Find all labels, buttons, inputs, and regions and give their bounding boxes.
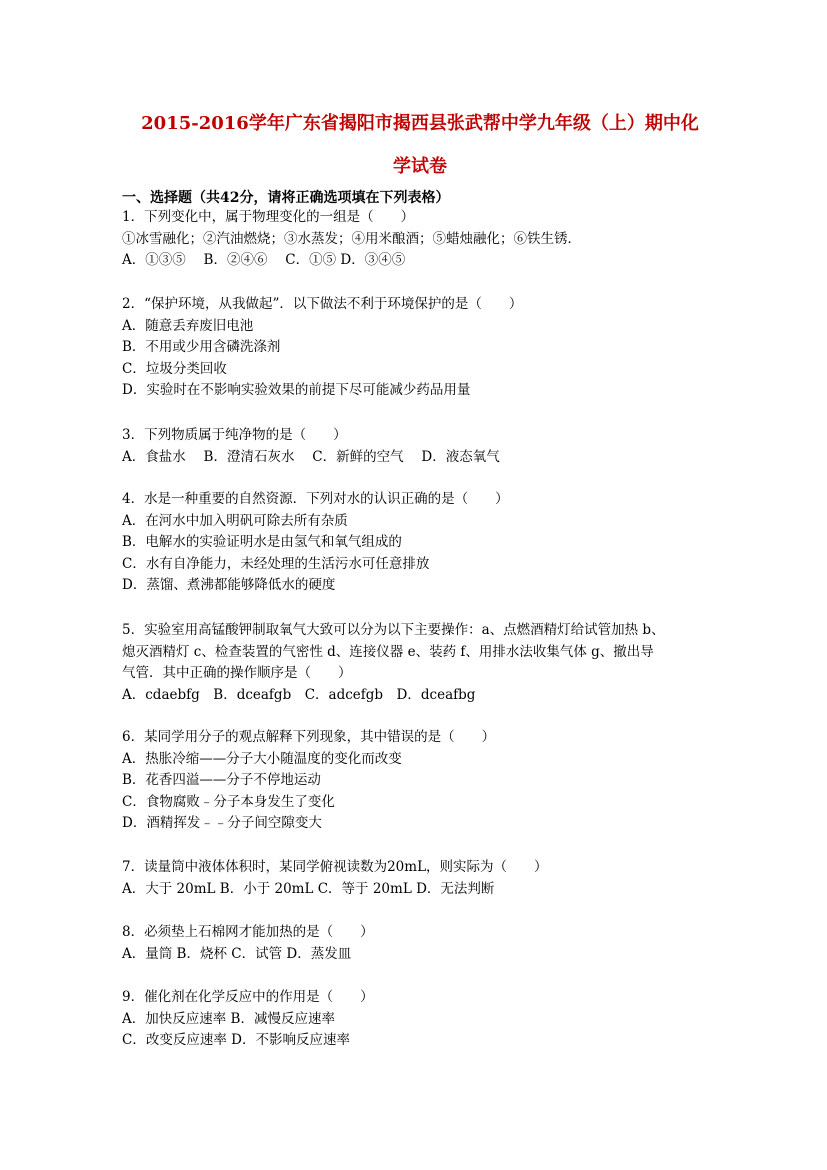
question-line: 1．下列变化中，属于物理变化的一组是（ ） [122,209,415,225]
question-line: D．酒精挥发﹣﹣分子间空隙变大 [122,815,322,832]
document-title-line-2: 学试卷 [393,156,447,177]
question-line: 4．水是一种重要的自然资源．下列对水的认识正确的是（ ） [122,491,509,507]
question-1 [122,207,722,272]
question-7 [122,857,722,900]
question-line: A．加快反应速率 B．减慢反应速率 [122,1010,335,1027]
question-line: 气管．其中正确的操作顺序是（ ） [122,665,352,682]
question-4 [122,489,722,597]
document-title-line-1: 2015-2016学年广东省揭阳市揭西县张武帮中学九年级（上）期中化 [141,113,699,134]
section-heading: 一、选择题（共42分，请将正确选项填在下列表格） [122,190,450,206]
question-line: 2．“保护环境，从我做起”．以下做法不利于环境保护的是（ ） [122,296,523,312]
question-6 [122,727,722,835]
question-line: C．垃圾分类回收 [122,360,227,377]
question-line: B．花香四溢——分子不停地运动 [122,772,321,789]
question-line: A．食盐水 B．澄清石灰水 C．新鲜的空气 D．液态氧气 [122,448,500,465]
question-8 [122,922,722,965]
question-line: A．cdaebfg B．dceafgb C．adcefgb D．dceafbg [122,686,476,703]
question-line: B．电解水的实验证明水是由氢气和氧气组成的 [122,534,402,551]
question-line: 7．读量筒中液体体积时，某同学俯视读数为20mL，则实际为（ ） [122,859,548,875]
question-line: A．随意丢弃废旧电池 [122,317,254,334]
question-line: A．量筒 B．烧杯 C．试管 D．蒸发皿 [122,945,352,962]
question-line: 9．催化剂在化学反应中的作用是（ ） [122,989,374,1005]
question-line: 6．某同学用分子的观点解释下列现象，其中错误的是（ ） [122,729,496,745]
question-9 [122,987,722,1052]
question-line: A．在河水中加入明矾可除去所有杂质 [122,512,348,529]
question-5 [122,620,722,706]
question-line: D．蒸馏、煮沸都能够降低水的硬度 [122,577,336,594]
question-line: A．大于 20mL B．小于 20mL C．等于 20mL D．无法判断 [122,880,495,897]
question-line: C．改变反应速率 D．不影响反应速率 [122,1032,350,1049]
question-line: A．①③⑤ B．②④⑥ C．①⑤ D．③④⑤ [122,252,406,269]
question-line: C．水有自净能力，未经处理的生活污水可任意排放 [122,555,430,572]
question-line: 8．必须垫上石棉网才能加热的是（ ） [122,924,374,940]
question-line: 3．下列物质属于纯净物的是（ ） [122,427,347,443]
question-line: 熄灭酒精灯 c、检查装置的气密性 d、连接仪器 e、装药 f、用排水法收集气体 g、撤出导 [122,643,654,660]
question-line: 5．实验室用高锰酸钾制取氧气大致可以分为以下主要操作：a、点燃酒精灯给试管加热 b、 [122,622,665,638]
question-line: ①冰雪融化；②汽油燃烧；③水蒸发；④用米酿酒；⑤蜡烛融化；⑥铁生锈． [122,230,581,247]
question-3 [122,425,722,468]
question-line: B．不用或少用含磷洗涤剂 [122,339,281,356]
question-line: A．热胀冷缩——分子大小随温度的变化而改变 [122,750,402,767]
question-line: D．实验时在不影响实验效果的前提下尽可能减少药品用量 [122,382,471,399]
question-line: C．食物腐败﹣分子本身发生了变化 [122,793,335,810]
question-2 [122,294,722,402]
